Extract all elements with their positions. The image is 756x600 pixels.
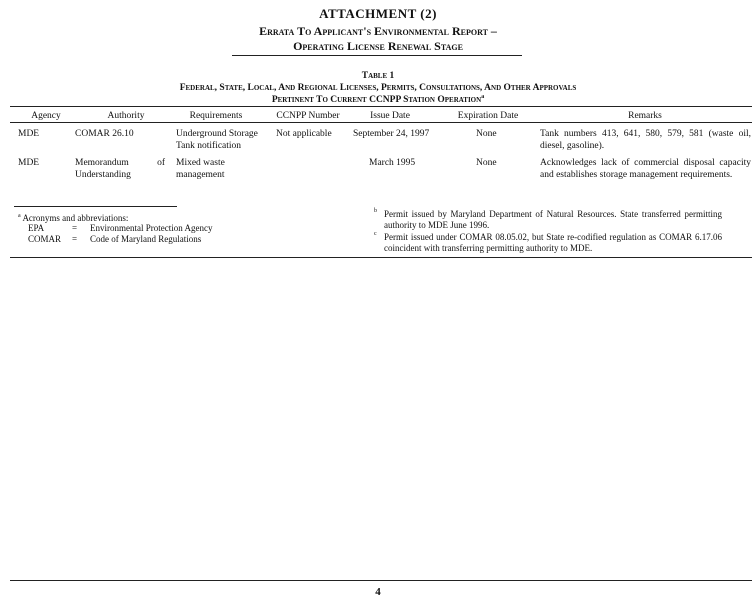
cell-remarks: Tank numbers 413, 641, 580, 579, 581 (waste oil, diesel, gasoline). (540, 129, 751, 151)
authority-word-1: Memorandum (75, 158, 129, 168)
abbreviation: EPA (28, 223, 45, 233)
footnote-b-marker (374, 206, 384, 219)
column-header-remarks: Remarks (628, 111, 662, 121)
footnote-b-marker-text: b (374, 208, 377, 214)
cell-authority: COMAR 26.10 (75, 129, 134, 139)
footnote-separator (14, 206, 177, 207)
footnote-ref-a: a (481, 94, 485, 100)
table-subtitle-line2 (0, 94, 756, 105)
footer-rule (10, 580, 752, 581)
abbreviation-equals: = (72, 223, 78, 233)
footnote-b-text: Permit issued by Maryland Department of Natural Resources. State transferred permitting authority to MDE June 1996. (384, 209, 722, 230)
cell-requirements: Underground Storage Tank notification (176, 129, 258, 151)
column-header-authority: Authority (107, 111, 145, 121)
cell-ccnpp-number: Not applicable (276, 129, 332, 139)
table-caption: Table 1 (361, 71, 395, 81)
cell-requirements: Mixed waste management (176, 158, 225, 180)
column-header-requirements: Requirements (189, 111, 243, 121)
table-subtitle-line1: Federal, State, Local, And Regional Licenses, Permits, Consultations, And Other Approvals (179, 83, 577, 93)
page-number: 4 (375, 586, 381, 598)
document-title-line2: Operating License Renewal Stage (293, 39, 463, 53)
abbreviation-meaning: Code of Maryland Regulations (90, 234, 202, 244)
footnote-c-marker-text: c (374, 231, 377, 237)
table-header-rule (10, 122, 752, 123)
authority-word-2: of (157, 158, 165, 168)
footnote-a-marker: a (18, 213, 21, 219)
cell-issue-date: September 24, 1997 (353, 129, 430, 139)
column-header-issue-date: Issue Date (370, 111, 410, 121)
cell-expiration-date: None (476, 158, 497, 168)
title-underline (232, 55, 522, 56)
column-header-expiration-date: Expiration Date (457, 111, 519, 121)
document-title-line1: Errata To Applicant's Environmental Report – (259, 24, 497, 38)
abbreviation-entry (28, 234, 201, 245)
cell-agency: MDE (18, 158, 40, 168)
table-top-rule (10, 106, 752, 107)
table-bottom-rule (10, 257, 752, 258)
cell-authority-line1 (75, 157, 165, 169)
attachment-heading: ATTACHMENT (2) (319, 6, 437, 21)
abbreviation-entry (28, 223, 212, 234)
abbreviation-equals: = (72, 234, 78, 244)
cell-expiration-date: None (476, 129, 497, 139)
footnote-c-marker (374, 229, 384, 242)
cell-remarks: Acknowledges lack of commercial disposal capacity and establishes storage management requirements. (540, 158, 751, 180)
column-header-agency: Agency (31, 111, 61, 121)
cell-agency: MDE (18, 129, 40, 139)
abbreviation-meaning: Environmental Protection Agency (90, 223, 213, 233)
footnote-c-text: Permit issued under COMAR 08.05.02, but State re-codified regulation as COMAR 6.17.06 coincident with transferring permitting authority to MDE. (384, 232, 722, 253)
cell-authority-line2: Understanding (75, 170, 131, 180)
column-header-ccnpp-number: CCNPP Number (276, 111, 340, 121)
cell-authority (75, 157, 165, 181)
abbreviation: COMAR (28, 234, 62, 244)
footnote-a-text: Acronyms and abbreviations: (22, 213, 129, 223)
table-subtitle-text: Pertinent To Current CCNPP Station Operation (271, 95, 482, 106)
cell-issue-date: March 1995 (369, 158, 416, 168)
